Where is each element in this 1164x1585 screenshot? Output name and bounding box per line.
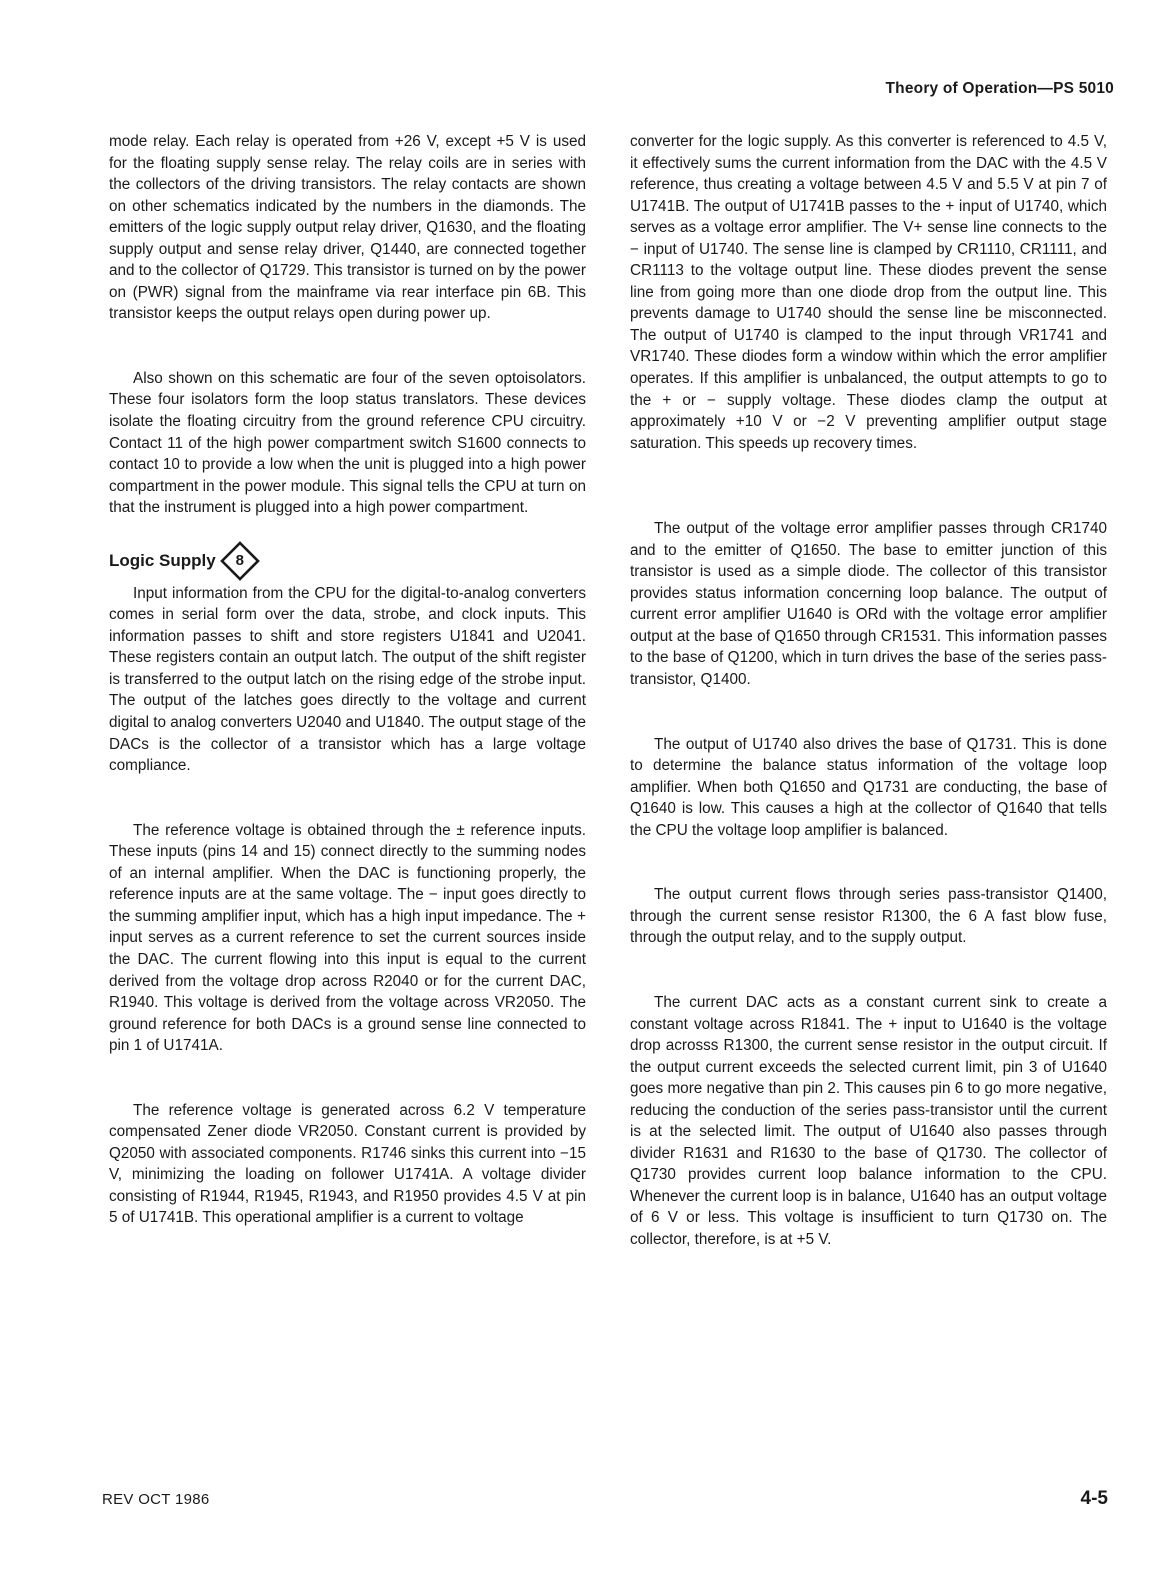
left-paragraph-2: Also shown on this schematic are four of the seven optoisolators. These four isolators form the loop status translators. These devices isolate the floating circuitry from the ground reference CPU circuitry. Contact 11 of the high power compartment switch S1600 connects to contact 10 to provide a low when the unit is plugged into a high power compartment in the power module. This signal tells the CPU at turn on that the instrument is plugged into a high power compartment. (109, 369, 586, 517)
schematic-diamond-number: 8 (235, 551, 244, 569)
right-paragraph-2: The output of the voltage error amplifier passes through CR1740 and to the emitter of Q1650. The base to emitter junction of this transistor is used as a simple diode. The collector of this transistor provides status information concerning loop balance. The output of current error amplifier U1640 is ORd with the voltage error amplifier output at the base of Q1650 through CR1531. This information passes to the base of Q1200, which in turn drives the base of the series pass-transistor, Q1400. (630, 520, 1107, 689)
left-paragraph-4: The reference voltage is obtained through the ± reference inputs. These inputs (pins 14 and 15) connect directly to the summing nodes of an internal amplifier. When the DAC is functioning properly, the reference inputs are at the same voltage. The − input goes directly to the summing amplifier input, which has a high input impedance. The + input serves as a current reference to set the current sources inside the DAC. The current flowing into this input is equal to the current derived from the voltage drop across R2040 or for the current DAC, R1940. This voltage is derived from the voltage across VR2050. The ground reference for both DACs is a ground sense line connected to pin 1 of U1741A. (109, 821, 586, 1055)
right-paragraph-5: The current DAC acts as a constant current sink to create a constant voltage across R1841. The + input to U1640 is the voltage drop acrosss R1300, the current sense resistor in the output circuit. If the output current exceeds the selected current limit, pin 3 of U1640 goes more negative than pin 2. This causes pin 6 to go more negative, reducing the conduction of the series pass-transistor until the current is at the selected limit. The output of U1640 also passes through divider R1631 and R1630 to the base of Q1730. The collector of Q1730 provides current loop balance information to the CPU. Whenever the current loop is in balance, U1640 has an output voltage of 6 V or less. This voltage is insufficient to turn Q1730 on. The collector, therefore, is at +5 V. (630, 993, 1107, 1248)
left-paragraph-3: Input information from the CPU for the digital-to-analog converters comes in serial form over the data, strobe, and clock inputs. This information passes to shift and store registers U1841 and U2041. These registers contain an output latch. The output of the shift register is transferred to the output latch on the rising edge of the strobe input. The output of the latches goes directly to the voltage and current digital to analog converters U2040 and U1840. The output stage of the DACs is the collector of a transistor which has a large voltage compliance. (109, 584, 586, 775)
running-header: Theory of Operation—PS 5010 (885, 80, 1114, 97)
right-paragraph-3: The output of U1740 also drives the base of Q1731. This is done to determine the balance status information of the voltage loop amplifier. When both Q1650 and Q1731 are conducting, the base of Q1640 is low. This causes a high at the collector of Q1640 that tells the CPU the voltage loop amplifier is balanced. (630, 735, 1107, 839)
right-column (630, 131, 1107, 1251)
section-heading-label: Logic Supply (109, 550, 216, 570)
right-paragraph-4: The output current flows through series pass-transistor Q1400, through the current sense resistor R1300, the 6 A fast blow fuse, through the output relay, and to the supply output. (630, 886, 1107, 947)
left-column (109, 131, 586, 1229)
section-heading-logic-supply (109, 539, 586, 583)
schematic-diamond-icon (220, 541, 260, 581)
revision-date: REV OCT 1986 (102, 1491, 210, 1508)
page-number: 4-5 (1080, 1488, 1108, 1509)
right-paragraph-1: converter for the logic supply. As this converter is referenced to 4.5 V, it effectively sums the current information from the DAC with the 4.5 V reference, thus creating a voltage between 4.5 V and 5.5 V at pin 7 of U1741B. The output of U1741B passes to the + input of U1740, which serves as a voltage error amplifier. The V+ sense line connects to the − input of U1740. The sense line is clamped by CR1110, CR1111, and CR1113 to the voltage output line. These diodes prevent the sense line from going more than one diode drop from the output line. This prevents damage to U1740 should the sense line be misconnected. The output of U1740 is clamped to the input through VR1741 and VR1740. These diodes form a window within which the error amplifier operates. If this amplifier is unbalanced, the output attempts to go to the + or − supply voltage. These diodes clamp the output at approximately +10 V or −2 V preventing amplifier output stage saturation. This speeds up recovery times. (630, 133, 1107, 452)
left-paragraph-1: mode relay. Each relay is operated from +26 V, except +5 V is used for the floating supply sense relay. The relay coils are in series with the collectors of the driving transistors. The relay contacts are shown on other schematics indicated by the numbers in the diamonds. The emitters of the logic supply output relay driver, Q1630, and the floating supply output and sense relay driver, Q1440, are connected together and to the collector of Q1729. This transistor is turned on by the power on (PWR) signal from the mainframe via rear interface pin 6B. This transistor keeps the output relays open during power up. (109, 133, 586, 323)
left-paragraph-5: The reference voltage is generated across 6.2 V temperature compensated Zener diode VR2050. Constant current is provided by Q2050 with associated components. R1746 sinks this current into −15 V, minimizing the loading on follower U1741A. A voltage divider consisting of R1944, R1945, R1943, and R1950 provides 4.5 V at pin 5 of U1741B. This operational amplifier is a current to voltage (109, 1101, 586, 1227)
